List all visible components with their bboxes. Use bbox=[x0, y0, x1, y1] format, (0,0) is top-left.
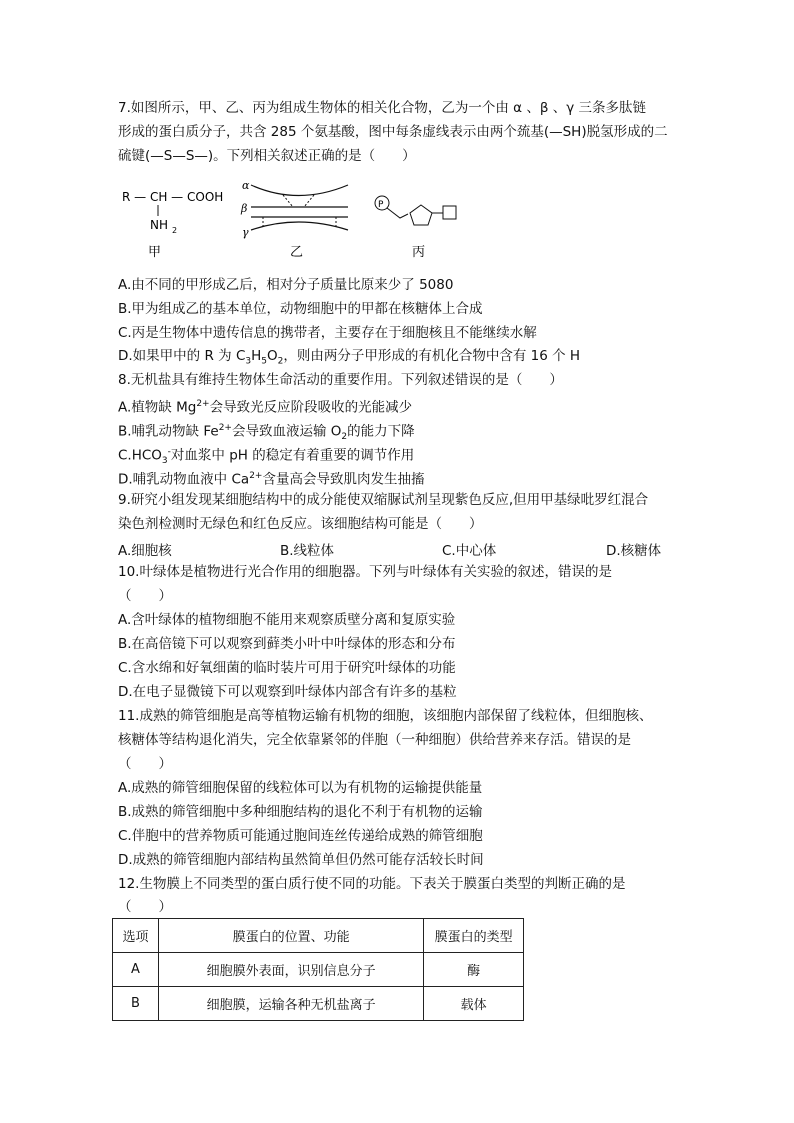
q7-figure bbox=[118, 176, 478, 260]
membrane-protein-table bbox=[112, 918, 524, 1021]
table-cell-position-function: 细胞膜，运输各种无机盐离子 bbox=[158, 987, 423, 1021]
q7-stem-line-2: 形成的蛋白质分子，共含 285 个氨基酸，图中每条虚线表示由两个巯基(—SH)脱氢形成的二 bbox=[118, 124, 668, 140]
q10-option-a: A.含叶绿体的植物细胞不能用来观察质壁分离和复原实验 bbox=[118, 612, 456, 628]
label-bing: 丙 bbox=[412, 245, 426, 260]
table-cell-option: B bbox=[113, 987, 159, 1021]
alpha-chain bbox=[251, 185, 348, 196]
alpha-label: α bbox=[242, 179, 250, 192]
table-cell-type: 酶 bbox=[424, 953, 524, 987]
q9-option-a: A.细胞核 bbox=[118, 543, 172, 559]
gamma-chain bbox=[251, 222, 348, 230]
q11-option-a: A.成熟的筛管细胞保留的线粒体可以为有机物的运输提供能量 bbox=[118, 780, 483, 796]
q11-option-b: B.成熟的筛管细胞中多种细胞结构的退化不利于有机物的运输 bbox=[118, 804, 483, 820]
table-header-type: 膜蛋白的类型 bbox=[424, 919, 524, 953]
table-cell-type: 载体 bbox=[424, 987, 524, 1021]
disulfide-bond-1 bbox=[283, 195, 293, 207]
q11-option-c: C.伴胞中的营养物质可能通过胞间连丝传递给成熟的筛管细胞 bbox=[118, 828, 483, 844]
q7-option-b: B.甲为组成乙的基本单位，动物细胞中的甲都在核糖体上合成 bbox=[118, 301, 483, 317]
q7-stem-line-1: 7.如图所示，甲、乙、丙为组成生物体的相关化合物，乙为一个由 α 、β 、γ 三条多肽链 bbox=[118, 100, 647, 116]
amino-acid-formula: R — CH — COOH bbox=[122, 190, 224, 204]
table-cell-option: A bbox=[113, 953, 159, 987]
q7-option-a: A.由不同的甲形成乙后，相对分子质量比原来少了 5080 bbox=[118, 277, 454, 293]
table-header-option: 选项 bbox=[113, 919, 159, 953]
q10-option-d: D.在电子显微镜下可以观察到叶绿体内部含有许多的基粒 bbox=[118, 684, 457, 700]
q7-option-d: D.如果甲中的 R 为 $C_3H_5O_2$，则由两分子甲形成的有机化合物中含有 16 个 H bbox=[118, 348, 581, 367]
q7-option-c: C.丙是生物体中遗传信息的携带者，主要存在于细胞核且不能继续水解 bbox=[118, 325, 537, 341]
q7-figure-svg bbox=[118, 176, 478, 260]
q7-stem-line-3: 硫键(—S—S—)。下列相关叙述正确的是（ ） bbox=[118, 148, 416, 164]
phosphate-label: P bbox=[378, 200, 384, 210]
q11-stem-line-1: 11.成熟的筛管细胞是高等植物运输有机物的细胞，该细胞内部保留了线粒体，但细胞核、 bbox=[118, 708, 653, 724]
q10-option-b: B.在高倍镜下可以观察到藓类小叶中叶绿体的形态和分布 bbox=[118, 636, 456, 652]
gamma-label: γ bbox=[242, 226, 249, 239]
q10-stem-line-1: 10.叶绿体是植物进行光合作用的细胞器。下列与叶绿体有关实验的叙述，错误的是 bbox=[118, 564, 612, 580]
q8-option-a: A.植物缺 $Mg^{2+}$会导致光反应阶段吸收的光能减少 bbox=[118, 399, 413, 416]
table-cell-position-function: 细胞膜外表面，识别信息分子 bbox=[158, 953, 423, 987]
pentose-sugar bbox=[410, 205, 432, 225]
q9-option-c: C.中心体 bbox=[442, 543, 497, 559]
q10-stem-line-2: （ ） bbox=[118, 588, 172, 604]
q8-option-b: B.哺乳动物缺 $Fe^{2+}$会导致血液运输 $O_2$的能力下降 bbox=[118, 423, 415, 443]
q9-options bbox=[118, 539, 666, 557]
q9-stem-line-1: 9.研究小组发现某细胞结构中的成分能使双缩脲试剂呈现紫色反应,但用甲基绿吡罗红混合 bbox=[118, 492, 649, 508]
q9-option-b: B.线粒体 bbox=[280, 543, 335, 559]
q12-stem-line-2: （ ） bbox=[118, 899, 172, 915]
q9-stem-line-2: 染色剂检测时无绿色和红色反应。该细胞结构可能是（ ） bbox=[118, 516, 483, 532]
table-row bbox=[113, 987, 524, 1021]
q8-option-d: D.哺乳动物血液中 $Ca^{2+}$含量高会导致肌肉发生抽搐 bbox=[118, 471, 425, 488]
table-header-row bbox=[113, 919, 524, 953]
amino-group-subscript: 2 bbox=[172, 226, 178, 235]
label-yi: 乙 bbox=[290, 245, 304, 260]
beta-label: β bbox=[241, 202, 248, 215]
amino-group-formula: NH bbox=[150, 218, 168, 232]
q11-option-d: D.成熟的筛管细胞内部结构虽然简单但仍然可能存活较长时间 bbox=[118, 852, 484, 868]
table-row bbox=[113, 953, 524, 987]
q12-stem-line-1: 12.生物膜上不同类型的蛋白质行使不同的功能。下表关于膜蛋白类型的判断正确的是 bbox=[118, 876, 626, 892]
table-header-position-function: 膜蛋白的位置、功能 bbox=[158, 919, 423, 953]
q8-stem: 8.无机盐具有维持生物体生命活动的重要作用。下列叙述错误的是（ ） bbox=[118, 372, 563, 388]
phosphate-bond bbox=[387, 208, 408, 218]
q11-stem-line-3: （ ） bbox=[118, 756, 172, 772]
q9-option-d: D.核糖体 bbox=[606, 543, 662, 559]
base-square bbox=[443, 206, 456, 219]
label-jia: 甲 bbox=[148, 245, 162, 260]
q10-option-c: C.含水绵和好氧细菌的临时装片可用于研究叶绿体的功能 bbox=[118, 660, 456, 676]
q8-option-c: $C.HCO_3^-$对血浆中 pH 的稳定有着重要的调节作用 bbox=[118, 447, 415, 467]
q11-stem-line-2: 核糖体等结构退化消失，完全依靠紧邻的伴胞（一种细胞）供给营养来存活。错误的是 bbox=[118, 732, 631, 748]
disulfide-bond-2 bbox=[304, 195, 314, 207]
